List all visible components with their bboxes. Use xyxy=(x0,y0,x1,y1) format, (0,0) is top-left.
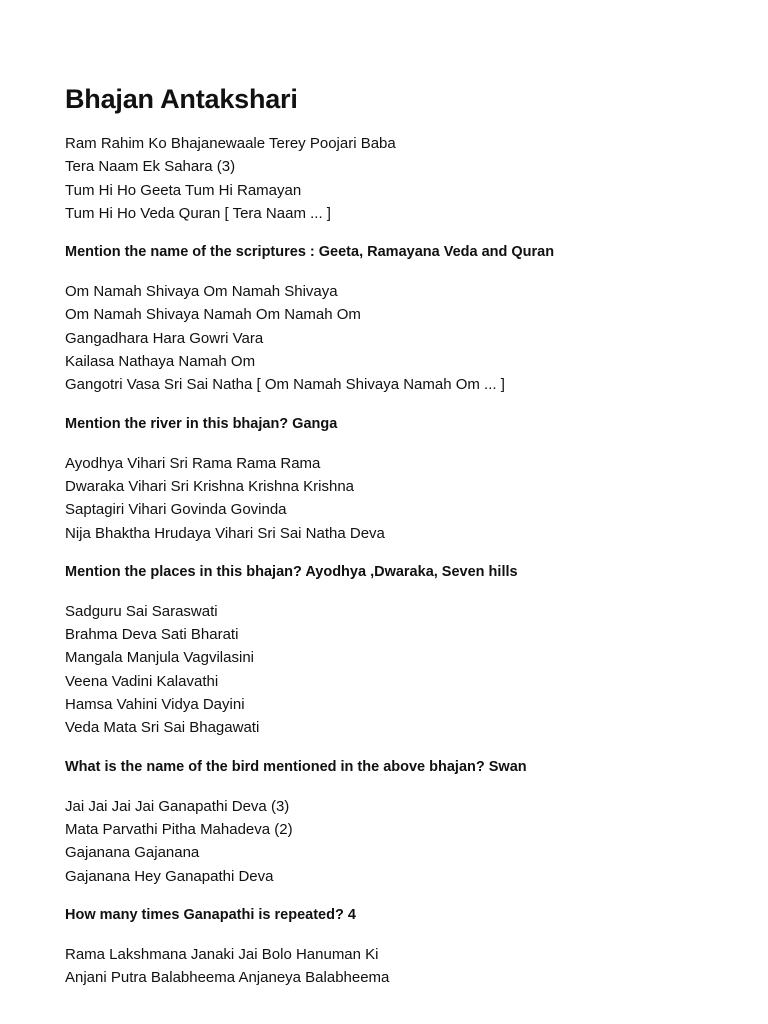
lyric-line: Rama Lakshmana Janaki Jai Bolo Hanuman Ki xyxy=(65,945,379,963)
lyric-line: Mangala Manjula Vagvilasini xyxy=(65,649,254,667)
quiz-question: How many times Ganapathi is repeated? 4 xyxy=(65,906,356,923)
quiz-question: Mention the places in this bhajan? Ayodhya ,Dwaraka, Seven hills xyxy=(65,563,518,580)
lyric-line: Om Namah Shivaya Namah Om Namah Om xyxy=(65,306,361,324)
spacer xyxy=(65,225,745,241)
lyric-line: Tum Hi Ho Veda Quran [ Tera Naam ... ] xyxy=(65,204,331,222)
document-page xyxy=(65,80,745,989)
spacer xyxy=(65,888,745,904)
spacer xyxy=(65,397,745,413)
bhajan-section-4 xyxy=(65,600,745,795)
lyric-line: Ram Rahim Ko Bhajanewaale Terey Poojari Baba xyxy=(65,135,396,152)
bhajan-section-1 xyxy=(65,132,745,280)
lyric-line: Gajanana Hey Ganapathi Deva xyxy=(65,867,274,885)
lyric-line: Sadguru Sai Saraswati xyxy=(65,602,218,620)
quiz-question: What is the name of the bird mentioned in the above bhajan? Swan xyxy=(65,758,527,775)
lyric-line: Veda Mata Sri Sai Bhagawati xyxy=(65,719,260,737)
spacer xyxy=(65,436,745,452)
lyric-line: Gangotri Vasa Sri Sai Natha [ Om Namah Shivaya Namah Om ... ] xyxy=(65,376,505,394)
lyric-line: Nija Bhaktha Hrudaya Vihari Sri Sai Natha Deva xyxy=(65,524,385,542)
lyric-line: Anjani Putra Balabheema Anjaneya Balabheema xyxy=(65,969,390,987)
spacer xyxy=(65,740,745,756)
lyric-line: Veena Vadini Kalavathi xyxy=(65,672,219,690)
lyric-line: Dwaraka Vihari Sri Krishna Krishna Krishna xyxy=(65,477,355,495)
lyric-line: Ayodhya Vihari Sri Rama Rama Rama xyxy=(65,454,321,472)
bhajan-section-3 xyxy=(65,452,745,600)
spacer xyxy=(65,584,745,600)
spacer xyxy=(65,779,745,795)
spacer xyxy=(65,264,745,280)
lyric-line: Om Namah Shivaya Om Namah Shivaya xyxy=(65,283,338,301)
bhajan-section-2 xyxy=(65,280,745,451)
bhajan-section-5 xyxy=(65,795,745,943)
lyric-line: Jai Jai Jai Jai Ganapathi Deva (3) xyxy=(65,797,290,815)
lyric-line: Brahma Deva Sati Bharati xyxy=(65,626,239,644)
spacer xyxy=(65,545,745,561)
quiz-question: Mention the river in this bhajan? Ganga xyxy=(65,415,338,432)
lyric-line: Gajanana Gajanana xyxy=(65,844,200,862)
lyric-line: Hamsa Vahini Vidya Dayini xyxy=(65,696,245,714)
lyric-line: Tera Naam Ek Sahara (3) xyxy=(65,158,236,176)
spacer xyxy=(65,118,745,132)
bhajan-section-6 xyxy=(65,943,745,990)
spacer xyxy=(65,927,745,943)
lyric-line: Kailasa Nathaya Namah Om xyxy=(65,353,256,371)
lyric-line: Mata Parvathi Pitha Mahadeva (2) xyxy=(65,820,293,838)
lyric-line: Saptagiri Vihari Govinda Govinda xyxy=(65,501,287,519)
lyric-line: Tum Hi Ho Geeta Tum Hi Ramayan xyxy=(65,181,302,199)
lyric-line: Gangadhara Hara Gowri Vara xyxy=(65,329,264,347)
page-title: Bhajan Antakshari xyxy=(65,84,298,114)
quiz-question: Mention the name of the scriptures : Geeta, Ramayana Veda and Quran xyxy=(65,244,555,261)
